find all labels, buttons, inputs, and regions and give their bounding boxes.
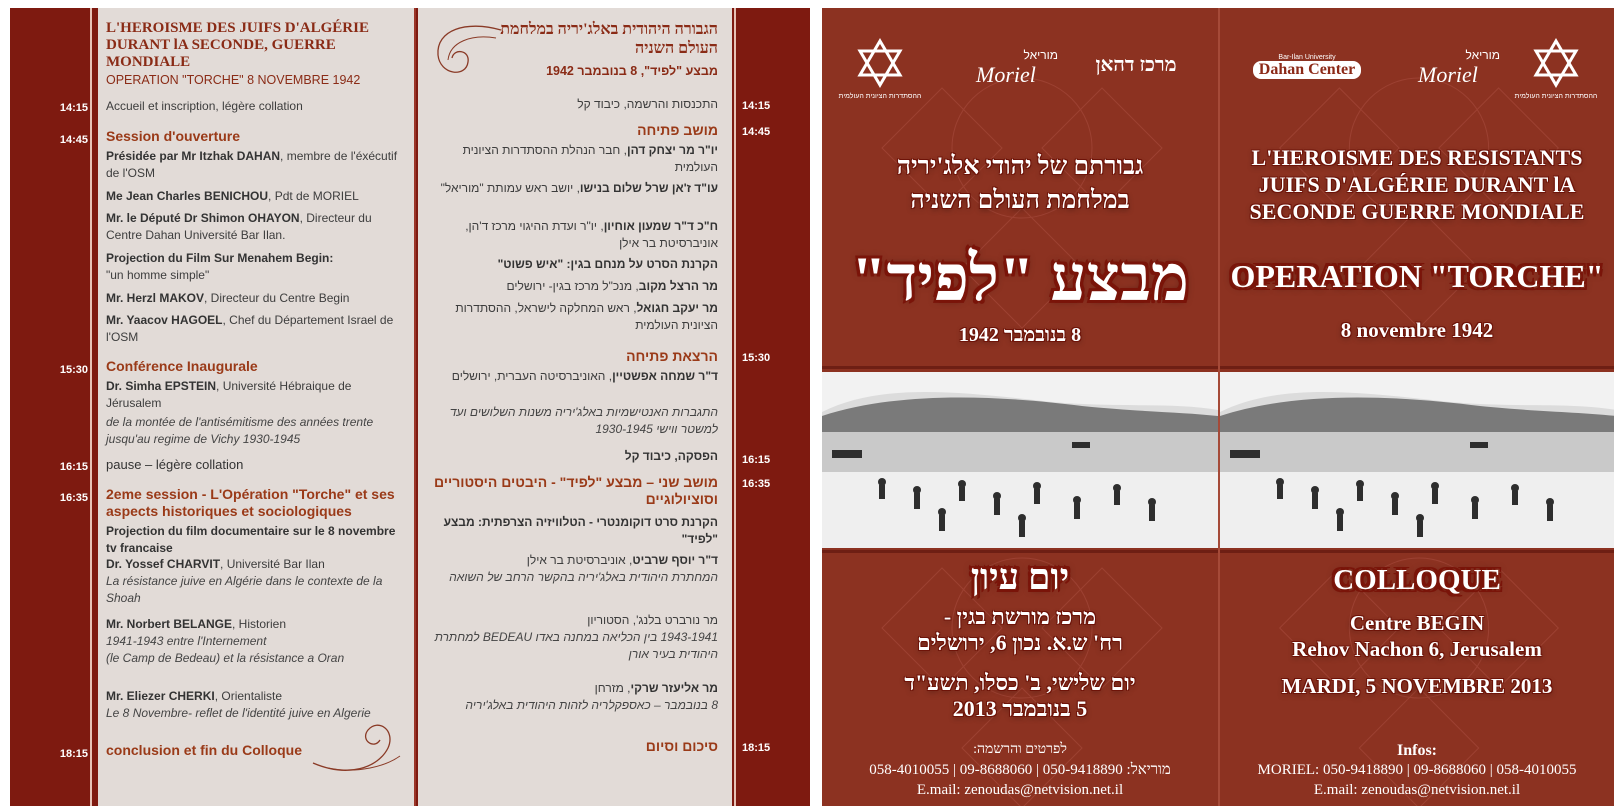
event-type-he: יום עיון [970,557,1070,597]
dahan-center-logo: מרכז דהאן [1095,54,1177,76]
time-column-he [732,8,810,806]
divider [822,550,1218,553]
operation-name-fr: OPERATION "TORCHE" [1230,258,1604,294]
welcome-fr: Accueil et inscription, légère collation [106,99,303,113]
time-label: 15:30 [742,352,771,364]
speaker-fr: Mr. le Député Dr Shimon OHAYON, Directeur du Centre Dahan Université Bar Ilan. [106,211,372,242]
time-column-fr [10,8,98,806]
speaker-he: יו"ר מר יצחק דהן, חבר הנהלת ההסתדרות הציונית העולמית [462,143,718,174]
email-he: E.mail: zenoudas@netvision.net.il [916,782,1124,798]
time-label: 14:45 [742,126,771,138]
venue-he: מרכז מורשת בגין - רח' ש.א. נכון 6, ירושלים [917,604,1123,655]
speaker-fr: Présidée par Mr Itzhak DAHAN, membre de l'éxécutif de l'OSM [106,149,398,180]
wzo-logo: ההסתדרות הציונית העולמית [830,38,930,100]
speaker-he: מר נורברט בלנג', הסטוריון 1943-1941 בין הכליאה במחנה באדו BEDEAU למחתרת היהודית בעיר אורן [434,613,718,661]
email-fr: E.mail: zenoudas@netvision.net.il [1313,782,1521,798]
speaker-he: ד"ר יוסף שרביט, אוניברסיטת בר אילן המחתרת היהודית באלג'יריה בהקשר הרחב של השואה [449,553,718,584]
speaker-he: מר הרצל מקוב, מנכ"ל מרכז בגין- ירושלים [506,279,718,293]
moriel-logo: מוריאל Moriel [1418,48,1500,87]
divider [734,8,736,806]
divider [1220,550,1614,553]
divider [90,8,92,806]
info-label-he: לפרטים והרשמה: [973,742,1067,757]
speaker-fr: Mr. Herzl MAKOV, Directeur du Centre Begin [106,291,350,305]
event-date-he: יום שלישי, ב' כסלו, תשע"ד 5 בנובמבר 2013 [904,670,1136,721]
topic-he: התגברות האנטישמיות באלג'יריה משנות השלושים ועד למשטר ווישי 1930-1945 [449,405,718,436]
film-fr: Projection du Film Sur Menahem Begin: "un homme simple" [106,251,334,282]
speaker-fr: Mr. Yaacov HAGOEL, Chef du Département Israel de l'OSM [106,313,394,344]
beach-landing-image [1220,372,1614,548]
session-title-he: מושב פתיחה [637,122,718,138]
divider [822,366,1218,369]
wzo-logo: ההסתדרות הציונית העולמית [1506,38,1606,100]
programme-fr [98,8,416,806]
star-of-david-icon [1531,38,1581,88]
time-label: 14:15 [742,100,771,112]
session-title-fr: Conférence Inaugurale [106,358,258,374]
logo-row [1228,38,1606,118]
event-date-fr: MARDI, 5 NOVEMBRE 2013 [1281,674,1553,698]
ornament-icon [308,708,408,778]
divider [1220,366,1614,369]
programme-title-he: הגבורה היהודית באלג'יריה במלחמת העולם השניה [500,21,718,57]
info-label-fr: Infos: [1396,742,1437,759]
film-he: הקרנת הסרט על מנחם בגין: "איש פשוט" [497,257,718,271]
session-title-fr: Session d'ouverture [106,128,241,144]
time-label: 18:15 [59,748,88,760]
programme-subtitle-he: מבצע "לפיד", 8 בנובמבר 1942 [546,64,718,78]
time-label: 16:35 [742,478,771,490]
time-label: 14:15 [59,102,88,114]
logo-row [830,38,1210,118]
session-title-he: מושב שני – מבצע "לפיד" - היבטים היסטוריים וסוציולוגיים [433,474,718,507]
programme-subtitle-fr: OPERATION "TORCHE" 8 NOVEMBRE 1942 [106,73,361,87]
star-of-david-icon [855,38,905,88]
speaker-fr: Mr. Eliezer CHERKI, Orientaliste Le 8 Novembre- reflet de l'identité juive en Algerie [106,689,371,720]
time-label: 18:15 [742,742,771,754]
operation-date-fr: 8 novembre 1942 [1340,318,1494,342]
closing-he: סיכום וסיום [645,738,718,754]
landing-photo [822,372,1218,548]
phones-he: מוריאל: 050-9418890 | 09-8688060 | 058-4010055 [869,762,1171,778]
venue-fr: Centre BEGIN Rehov Nachon 6, Jerusalem [1292,611,1542,661]
operation-name-he: מבצע "לפיד" [851,243,1189,314]
beach-landing-image [822,372,1218,548]
pause-he: הפסקה, כיבוד קל [624,449,718,463]
cover-title-he: גבורתם של יהודי אלג'יריה במלחמת העולם השניה [896,153,1144,214]
moriel-logo: מוריאל Moriel [976,48,1058,87]
speaker-he: עו"ד ז'אן שרל שלום בנישו, יושב ראש עמותת "מוריאל" [440,181,718,195]
time-label: 16:15 [59,461,88,473]
topic-fr: de la montée de l'antisémitisme des années trente jusqu'au regime de Vichy 1930-1945 [106,415,374,446]
welcome-he: התכנסות והרשמה, כיבוד קל [577,97,718,111]
phones-fr: MORIEL: 050-9418890 | 09-8688060 | 058-4010055 [1257,762,1577,778]
landing-photo [1220,372,1614,548]
speaker-fr: Me Jean Charles BENICHOU, Pdt de MORIEL [106,189,359,203]
speaker-fr: Mr. Norbert BELANGE, Historien 1941-1943 entre l'Internement (le Camp de Bedeau) et la résistance a Oran [106,617,345,665]
programme-he [418,8,732,806]
event-type-fr: COLLOQUE [1333,564,1501,596]
session-title-he: הרצאת פתיחה [626,348,718,364]
time-label: 16:35 [59,492,88,504]
film-he: הקרנת סרט דוקומנטרי - הטלוויזיה הצרפתית: מבצע "לפיד" [443,515,718,546]
speaker-he: מר אליעזר שרקי, מזרחן 8 בנובמבר – כאספקלריה לזהות היהודית באלג'יריה [465,681,718,712]
speaker-he: מר יעקב חגואל, ראש המחלקה לישראל, ההסתדרות הציונית העולמית [455,301,718,332]
speaker-fr: Dr. Simha EPSTEIN, Université Hébraique de Jérusalem [106,379,352,410]
speaker-fr: Dr. Yossef CHARVIT, Université Bar Ilan La résistance juive en Algérie dans le contexte de la Shoah [106,557,383,605]
closing-fr: conclusion et fin du Colloque [106,742,302,758]
time-label: 16:15 [742,454,771,466]
film-fr: Projection du film documentaire sur le 8 novembre tv francaise [106,524,396,555]
dahan-center-logo: Bar-Ilan University Dahan Center [1232,54,1382,79]
programme-title-fr: L'HEROISME DES JUIFS D'ALGÉRIE DURANT lA SECONDE, GUERRE MONDIALE [106,20,369,70]
time-label: 14:45 [59,134,88,146]
cover-hebrew [822,8,1218,806]
session-title-fr: 2eme session - L'Opération "Torche" et ses aspects historiques et sociologiques [106,486,395,519]
programme-sheet [10,8,810,806]
cover-title-fr: L'HEROISME DES RESISTANTS JUIFS D'ALGÉRIE DURANT lA SECONDE GUERRE MONDIALE [1249,145,1585,224]
speaker-he: ח"כ ד"ר שמעון אוחיון, יו"ר ועדת ההיגוי מרכז ד'הן, אוניברסיטת בר אילן [465,219,718,250]
pause-fr: pause – légère collation [106,457,244,472]
cover-french [1218,8,1614,806]
speaker-he: ד"ר שמחה אפשטיין, האוניברסיטה העברית, ירושלים [451,369,718,383]
time-label: 15:30 [59,364,88,376]
operation-date-he: 8 בנובמבר 1942 [958,324,1082,346]
